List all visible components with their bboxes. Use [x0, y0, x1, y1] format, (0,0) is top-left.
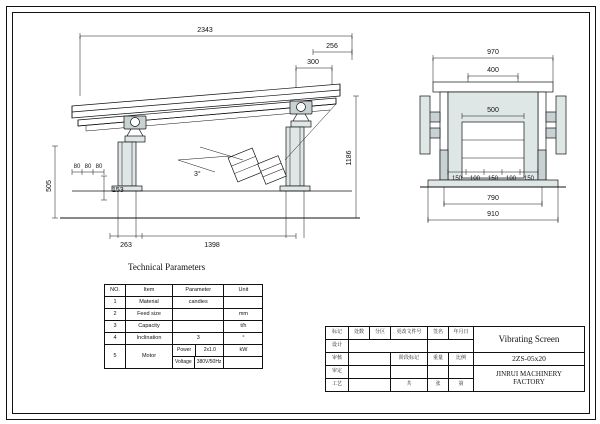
- exciter-detail-2: [258, 156, 287, 185]
- cell-no: 3: [105, 321, 126, 333]
- cell-motor-power-label: Power: [173, 345, 196, 356]
- tb-total-unit: 张: [428, 379, 449, 392]
- cell-parameter: [173, 309, 224, 321]
- dim-top-inner: 400: [487, 67, 499, 74]
- dim-overall-length: 2343: [197, 27, 213, 34]
- tb-scale-val: [449, 366, 474, 379]
- cell-motor-voltage-unit: [224, 357, 263, 369]
- tb-design: 设计: [326, 340, 349, 353]
- tb-weight-val: [428, 366, 449, 379]
- cell-unit: mm: [224, 309, 263, 321]
- dim-mid-inner: 500: [487, 107, 499, 114]
- cell-parameter: candies: [173, 297, 224, 309]
- cell-item: Feed size: [126, 309, 173, 321]
- header-item: Item: [126, 285, 173, 297]
- cell-item: Motor: [126, 345, 173, 369]
- cell-no: 2: [105, 309, 126, 321]
- table-row: [105, 333, 263, 345]
- dim-base-span: 1398: [204, 242, 220, 249]
- table-row: [105, 297, 263, 309]
- tb-process: 工艺: [326, 379, 349, 392]
- dim-height-right: 1186: [346, 150, 353, 166]
- table-row: [105, 321, 263, 333]
- cell-motor-power-unit: kW: [224, 345, 263, 357]
- dim-spacing-2: 100: [469, 176, 481, 182]
- header-unit: Unit: [224, 285, 263, 297]
- header-no: NO.: [105, 285, 126, 297]
- tb-change-doc: 更改文件号: [391, 327, 428, 340]
- vibrator-left: [124, 116, 146, 142]
- table-header-row: [105, 285, 263, 297]
- tb-design-blank2: [428, 340, 474, 353]
- tb-weight: 重量: [428, 353, 449, 366]
- cell-item: Material: [126, 297, 173, 309]
- tb-factory: [474, 366, 585, 392]
- cell-motor-voltage-value: 380V/50Hz: [196, 359, 222, 365]
- tb-sign: 签名: [428, 327, 449, 340]
- front-view-group: [46, 27, 360, 249]
- dim-spacing-5: 150: [523, 176, 535, 182]
- tb-product-name: Vibrating Screen: [474, 327, 585, 353]
- dim-top-overall: 970: [487, 49, 499, 56]
- tb-model: 2ZS-05x20: [474, 353, 585, 366]
- parameters-title: Technical Parameters: [128, 262, 206, 272]
- tb-check: 审核: [326, 353, 349, 366]
- side-view-group: [420, 49, 566, 223]
- dim-foot-a: 80: [73, 164, 81, 170]
- tb-process-blank: [349, 379, 391, 392]
- dim-top-right-b: 300: [307, 59, 319, 66]
- header-parameter: Parameter: [173, 285, 224, 297]
- tb-count: 处数: [349, 327, 370, 340]
- dim-base-overall: 910: [487, 211, 499, 218]
- support-leg-right: [280, 127, 310, 191]
- dim-height-left: 505: [46, 180, 53, 192]
- dim-foot-c: 80: [95, 164, 103, 170]
- tb-design-blank: [349, 340, 428, 353]
- cell-unit: [224, 297, 263, 309]
- tb-scale: 比例: [449, 353, 474, 366]
- tb-factory-line1: JINRUI MACHINERY: [496, 370, 562, 379]
- tb-check-blank: [349, 353, 391, 366]
- support-leg-left: [112, 142, 142, 191]
- dim-spacing-4: 100: [505, 176, 517, 182]
- tb-total-label: 共: [391, 379, 428, 392]
- exciter-detail: [228, 148, 262, 182]
- cell-unit: t/h: [224, 321, 263, 333]
- tb-page-label: 第: [449, 379, 474, 392]
- dim-spacing-1: 150: [451, 176, 463, 182]
- tb-date: 年月日: [449, 327, 474, 340]
- cell-parameter: [173, 321, 224, 333]
- dim-incline: 3°: [194, 171, 201, 178]
- dim-foot-b: 80: [84, 164, 92, 170]
- cell-parameter: 3: [173, 333, 224, 345]
- cell-motor-voltage-label: Voltage: [173, 357, 194, 368]
- cell-no: 1: [105, 297, 126, 309]
- tb-approve: 审定: [326, 366, 349, 379]
- title-block: [325, 326, 585, 392]
- parameters-table: [104, 284, 263, 369]
- tb-stage-val: [391, 366, 428, 379]
- cell-unit: °: [224, 333, 263, 345]
- cell-no: 5: [105, 345, 126, 369]
- dim-spacing-3: 150: [487, 176, 499, 182]
- vibrator-right: [290, 101, 312, 127]
- dim-base-left: 263: [120, 242, 132, 249]
- dim-base-inner: 790: [487, 195, 499, 202]
- tb-stage: 阶段标记: [391, 353, 428, 366]
- cell-motor-power-value: 2x1.0: [203, 347, 216, 353]
- tb-zone: 分区: [370, 327, 391, 340]
- tb-approve-blank: [349, 366, 391, 379]
- cell-item: Inclination: [126, 333, 173, 345]
- dim-height-mid: 153: [112, 187, 124, 194]
- table-row: [105, 345, 263, 357]
- cell-no: 4: [105, 333, 126, 345]
- tb-factory-line2: FACTORY: [513, 377, 545, 386]
- dim-top-right-a: 256: [326, 43, 338, 50]
- cell-item: Capacity: [126, 321, 173, 333]
- table-row: [105, 309, 263, 321]
- tb-mark: 标记: [326, 327, 349, 340]
